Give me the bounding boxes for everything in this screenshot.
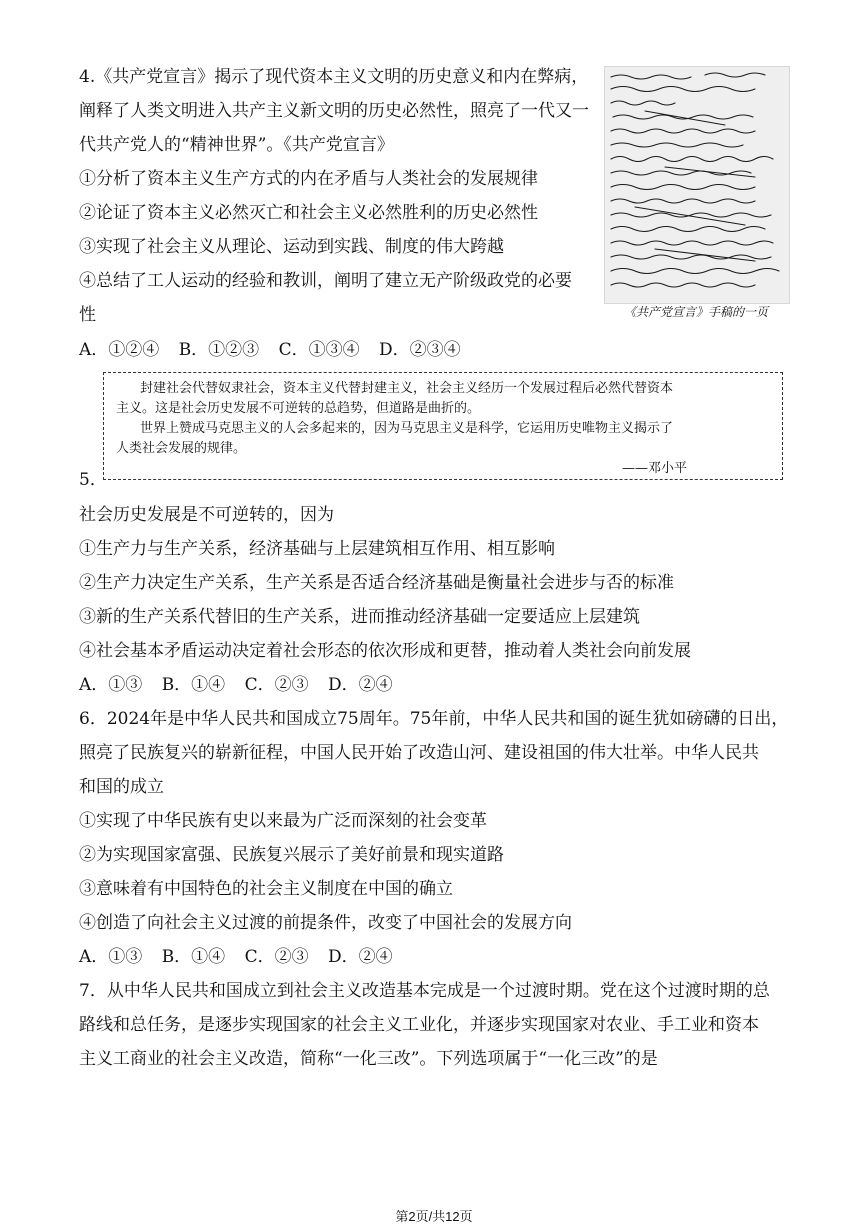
- q4-option-b[interactable]: B．①②③: [178, 340, 260, 360]
- q4-item-4-continued: 性: [79, 305, 96, 325]
- q4-option-a[interactable]: A．①②④: [79, 340, 160, 360]
- q5-item-1: ①生产力与生产关系，经济基础与上层建筑相互作用、相互影响: [79, 539, 555, 559]
- q6-option-b[interactable]: B．①④: [161, 947, 226, 967]
- q7-stem-line-3: 主义工商业的社会主义改造，简称“一化三改”。下列选项属于“一化三改”的是: [79, 1049, 658, 1069]
- q5-options: [79, 673, 407, 697]
- q5-item-3: ③新的生产关系代替旧的生产关系，进而推动经济基础一定要适应上层建筑: [79, 607, 640, 627]
- q4-option-d[interactable]: D．②③④: [379, 340, 461, 360]
- q4-option-c[interactable]: C．①③④: [278, 340, 360, 360]
- q4-options: [79, 338, 475, 362]
- q6-stem-line-2: 照亮了民族复兴的崭新征程，中国人民开始了改造山河、建设祖国的伟大壮举。中华人民共: [79, 743, 759, 763]
- q6-stem-line-1: 6．2024年是中华人民共和国成立75周年。75年前，中华人民共和国的诞生犹如磅礴的日出，: [79, 709, 789, 729]
- q7-stem-line-1: 7．从中华人民共和国成立到社会主义改造基本完成是一个过渡时期。党在这个过渡时期的总: [79, 981, 770, 1001]
- q6-option-a[interactable]: A．①③: [79, 947, 143, 967]
- q4-stem-line-2: 阐释了人类文明进入共产主义新文明的历史必然性，照亮了一代又一: [79, 101, 589, 121]
- q5-option-b[interactable]: B．①④: [161, 675, 226, 695]
- q4-stem-line-3: 代共产党人的“精神世界”。《共产党宣言》: [79, 135, 394, 155]
- manifesto-manuscript-image: [604, 66, 790, 304]
- quote-line-1: 封建社会代替奴隶社会，资本主义代替封建主义，社会主义经历一个发展过程后必然代替资本: [140, 381, 674, 396]
- q5-item-2: ②生产力决定生产关系，生产关系是否适合经济基础是衡量社会进步与否的标准: [79, 573, 674, 593]
- q6-option-d[interactable]: D．②④: [328, 947, 393, 967]
- q5-option-c[interactable]: C．②③: [244, 675, 309, 695]
- quote-line-3: 世界上赞成马克思主义的人会多起来的，因为马克思主义是科学，它运用历史唯物主义揭示了: [140, 421, 674, 436]
- q4-item-2: ②论证了资本主义必然灭亡和社会主义必然胜利的历史必然性: [79, 203, 538, 223]
- q7-stem-line-2: 路线和总任务，是逐步实现国家的社会主义工业化，并逐步实现国家对农业、手工业和资本: [79, 1015, 759, 1035]
- q5-stem: 社会历史发展是不可逆转的，因为: [79, 505, 334, 525]
- q6-options: [79, 945, 407, 969]
- q4-item-1: ①分析了资本主义生产方式的内在矛盾与人类社会的发展规律: [79, 169, 538, 189]
- q5-option-a[interactable]: A．①③: [79, 675, 143, 695]
- q5-item-4: ④社会基本矛盾运动决定着社会形态的依次形成和更替，推动着人类社会向前发展: [79, 641, 691, 661]
- quote-line-2: 主义。这是社会历史发展不可逆转的总趋势，但道路是曲折的。: [116, 401, 481, 416]
- q5-number: 5．: [79, 470, 107, 490]
- quote-attribution: ——邓小平: [622, 461, 688, 476]
- q6-item-2: ②为实现国家富强、民族复兴展示了美好前景和现实道路: [79, 845, 504, 865]
- q5-option-d[interactable]: D．②④: [328, 675, 393, 695]
- q6-item-3: ③意味着有中国特色的社会主义制度在中国的确立: [79, 879, 453, 899]
- page-footer: 第2页/共12页: [395, 1209, 473, 1224]
- q4-item-4: ④总结了工人运动的经验和教训，阐明了建立无产阶级政党的必要: [79, 271, 572, 291]
- q6-item-4: ④创造了向社会主义过渡的前提条件，改变了中国社会的发展方向: [79, 913, 572, 933]
- q6-item-1: ①实现了中华民族有史以来最为广泛而深刻的社会变革: [79, 811, 487, 831]
- figure-caption: 《共产党宣言》手稿的一页: [623, 305, 768, 319]
- deng-xiaoping-quote-box: [103, 372, 783, 480]
- quote-line-4: 人类社会发展的规律。: [116, 441, 247, 456]
- q4-stem-line-1: 4.《共产党宣言》揭示了现代资本主义文明的历史意义和内在弊病，: [79, 67, 589, 87]
- q6-option-c[interactable]: C．②③: [244, 947, 309, 967]
- q4-item-3: ③实现了社会主义从理论、运动到实践、制度的伟大跨越: [79, 237, 504, 257]
- q6-stem-line-3: 和国的成立: [79, 777, 164, 797]
